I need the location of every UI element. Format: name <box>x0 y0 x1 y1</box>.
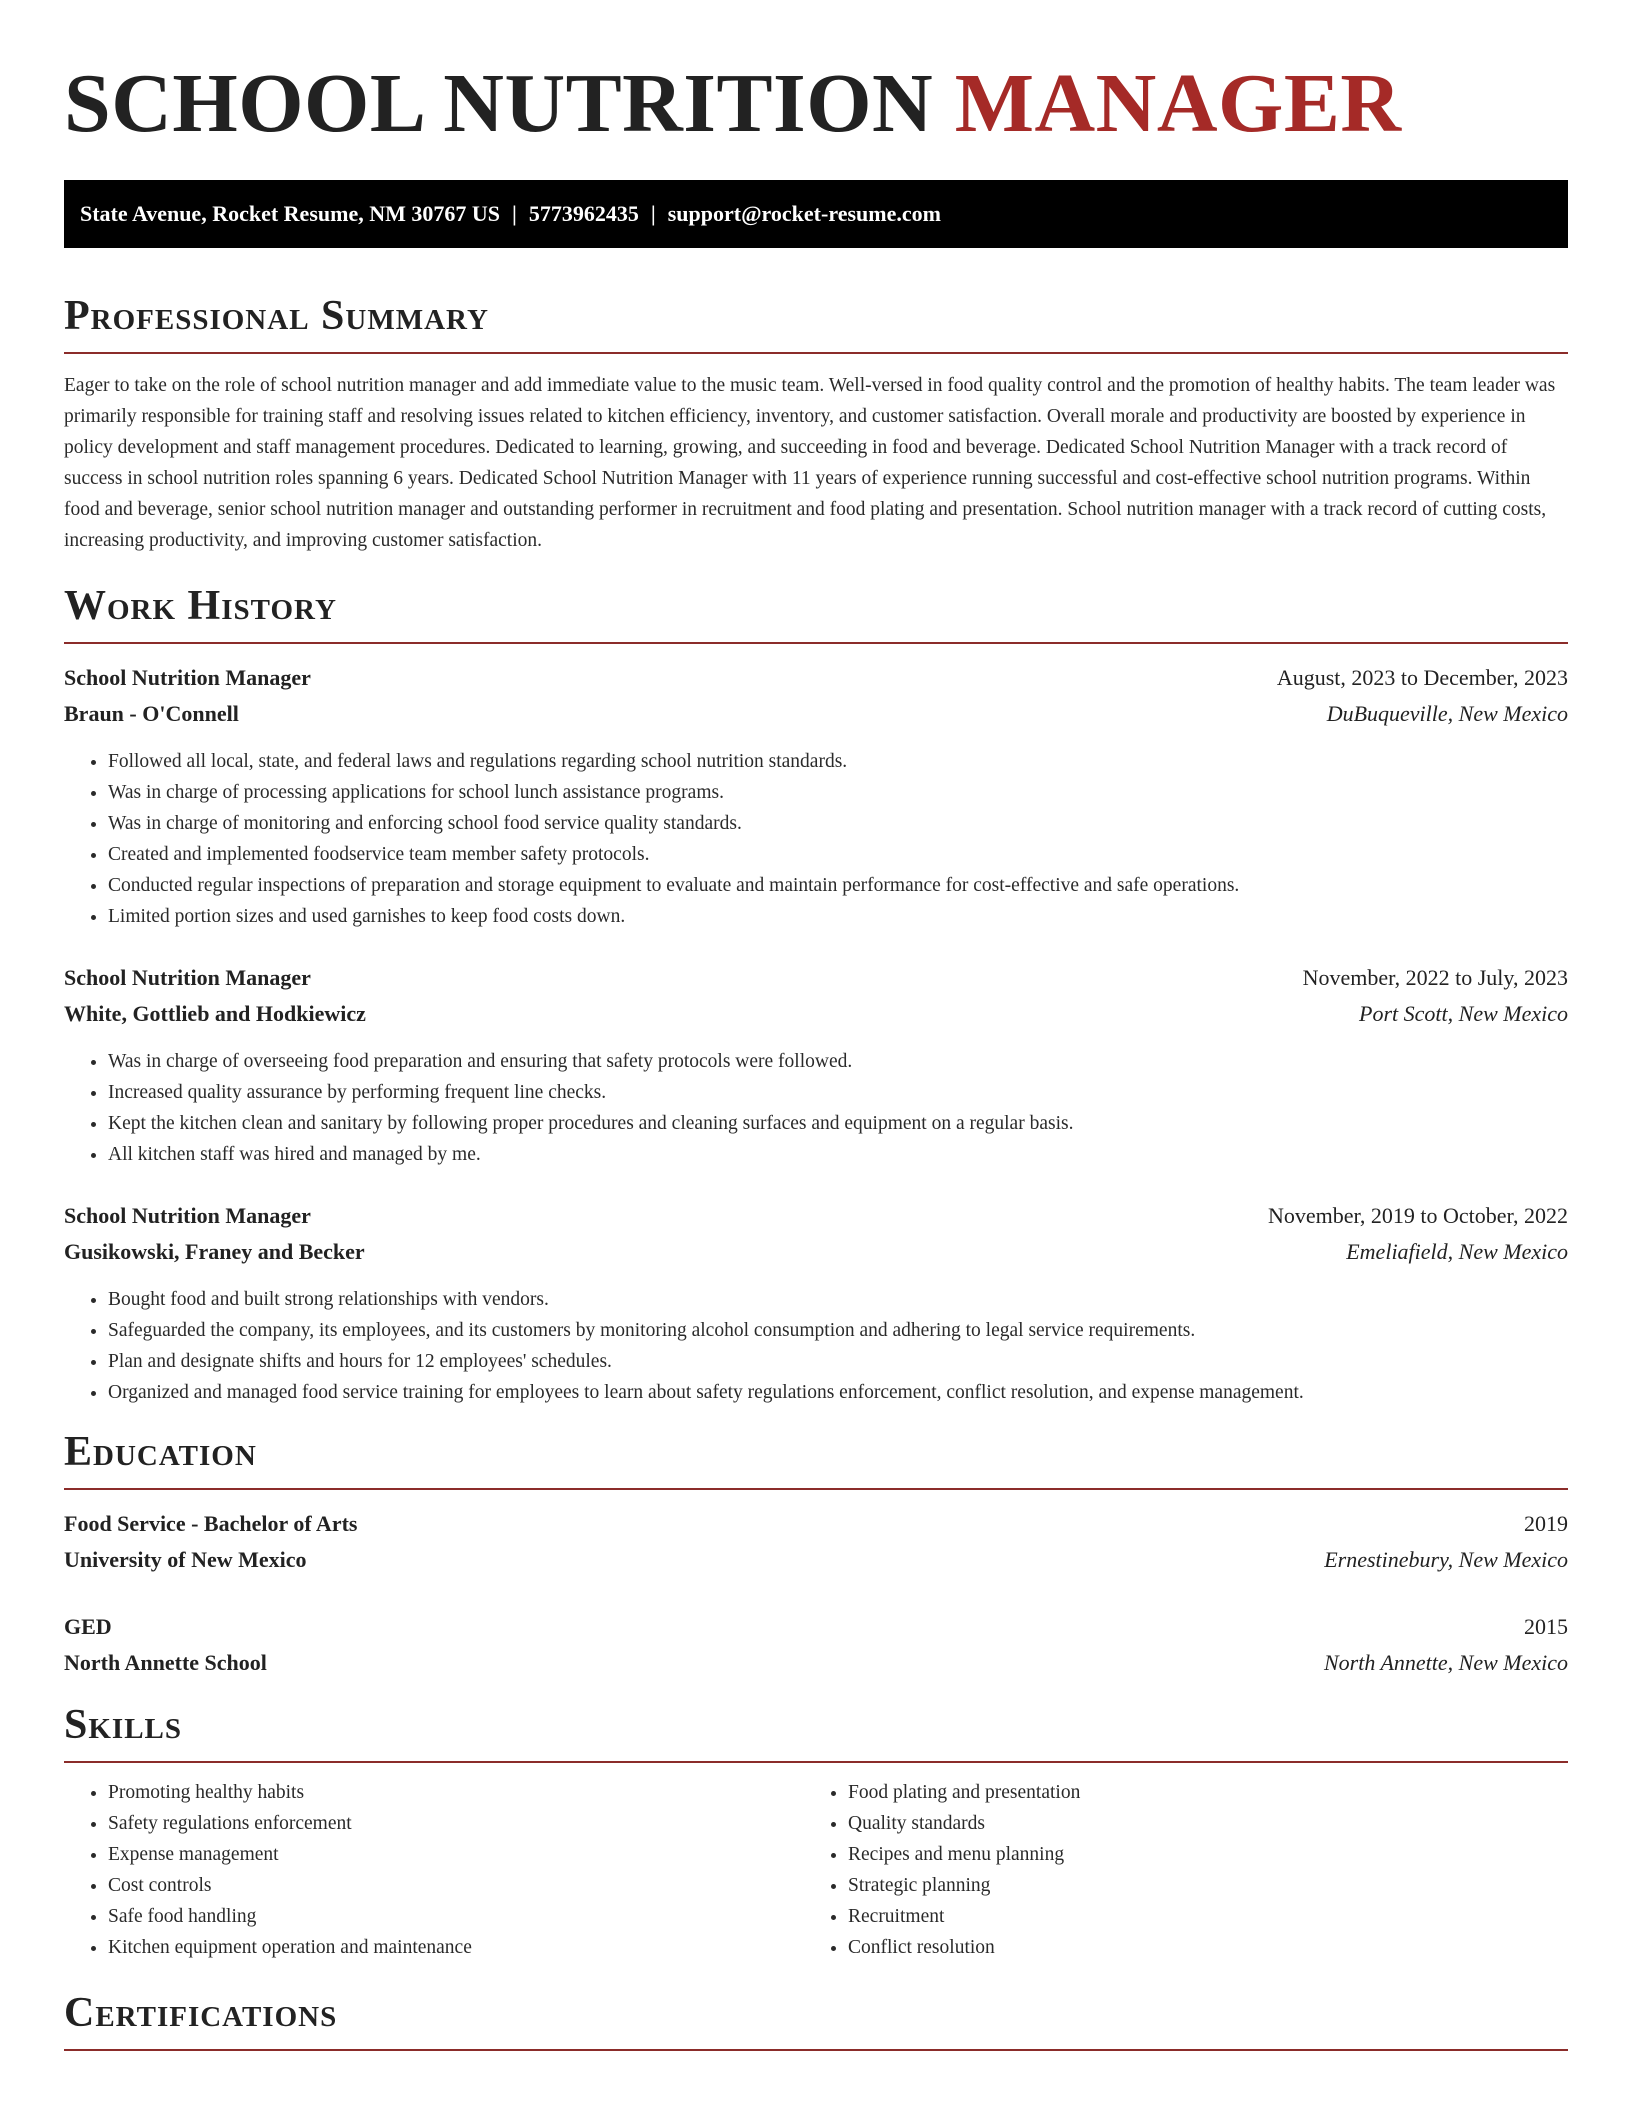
list-item: • All kitchen staff was hired and managed by me. <box>108 1139 1568 1170</box>
job-company: Gusikowski, Franey and Becker <box>64 1239 365 1264</box>
skills-title: Skills <box>64 1702 183 1748</box>
skill-item: • Expense management <box>108 1839 804 1870</box>
job-duties-list <box>64 746 1568 932</box>
education-year: 2019 <box>1524 1511 1568 1536</box>
list-item: • Bought food and built strong relationships with vendors. <box>108 1284 1568 1315</box>
job-header-row <box>64 660 1568 696</box>
job-role: School Nutrition Manager <box>64 965 311 990</box>
skill-item: • Safety regulations enforcement <box>108 1808 804 1839</box>
section-divider <box>64 2049 1568 2051</box>
skill-item: • Safe food handling <box>108 1901 804 1932</box>
job-dates: August, 2023 to December, 2023 <box>1276 665 1568 690</box>
job-role: School Nutrition Manager <box>64 1203 311 1228</box>
list-item: • Was in charge of processing applications for school lunch assistance programs. <box>108 777 1568 808</box>
education-degree: Food Service - Bachelor of Arts <box>64 1511 358 1536</box>
list-item: • Was in charge of monitoring and enforcing school food service quality standards. <box>108 808 1568 839</box>
education-header-row <box>64 1609 1568 1645</box>
education-school-row <box>64 1645 1568 1681</box>
skill-item: • Conflict resolution <box>848 1932 1544 1963</box>
section-divider <box>64 1488 1568 1490</box>
contact-separator: | <box>512 201 517 226</box>
education-school: North Annette School <box>64 1650 267 1675</box>
summary-section <box>64 292 1568 556</box>
job-dates: November, 2022 to July, 2023 <box>1302 965 1568 990</box>
job-entry <box>64 960 1568 1170</box>
job-duties-list <box>64 1284 1568 1408</box>
list-item: • Followed all local, state, and federal laws and regulations regarding school nutrition standards. <box>108 746 1568 777</box>
section-divider <box>64 642 1568 644</box>
education-school: University of New Mexico <box>64 1547 307 1572</box>
job-company-row <box>64 696 1568 732</box>
list-item: • Safeguarded the company, its employees, and its customers by monitoring alcohol consumption and adhering to legal service requirements. <box>108 1315 1568 1346</box>
skill-item: • Recruitment <box>848 1901 1544 1932</box>
name-last: MANAGER <box>954 57 1402 150</box>
list-item: • Organized and managed food service training for employees to learn about safety regulations enforcement, conflict resolution, and expense management. <box>108 1377 1568 1408</box>
skills-columns <box>64 1777 1568 1963</box>
education-section <box>64 1428 1568 1681</box>
skill-item: • Quality standards <box>848 1808 1544 1839</box>
skill-item: • Recipes and menu planning <box>848 1839 1544 1870</box>
job-company: White, Gottlieb and Hodkiewicz <box>64 1001 366 1026</box>
job-company-row <box>64 1234 1568 1270</box>
job-entry <box>64 1198 1568 1408</box>
education-location: North Annette, New Mexico <box>1324 1650 1568 1675</box>
job-header-row <box>64 960 1568 996</box>
list-item: • Limited portion sizes and used garnishes to keep food costs down. <box>108 901 1568 932</box>
skill-item: • Promoting healthy habits <box>108 1777 804 1808</box>
list-item: • Conducted regular inspections of preparation and storage equipment to evaluate and maintain performance for cost-effective and safe operations. <box>108 870 1568 901</box>
certifications-title: Certifications <box>64 1990 338 2036</box>
education-location: Ernestinebury, New Mexico <box>1324 1547 1568 1572</box>
job-duties-list <box>64 1046 1568 1170</box>
job-header-row <box>64 1198 1568 1234</box>
job-company-row <box>64 996 1568 1032</box>
skill-item: • Kitchen equipment operation and maintenance <box>108 1932 804 1963</box>
skills-list-left <box>64 1777 804 1963</box>
list-item: • Plan and designate shifts and hours for 12 employees' schedules. <box>108 1346 1568 1377</box>
resume-name-heading <box>64 0 1568 150</box>
education-school-row <box>64 1542 1568 1578</box>
work-history-section <box>64 582 1568 1408</box>
skill-item: • Cost controls <box>108 1870 804 1901</box>
certifications-section <box>64 1989 1568 2051</box>
education-entry <box>64 1506 1568 1578</box>
resume-page <box>64 0 1568 2051</box>
list-item: • Created and implemented foodservice team member safety protocols. <box>108 839 1568 870</box>
work-history-title: Work History <box>64 583 337 629</box>
name-first: SCHOOL NUTRITION <box>64 57 934 150</box>
contact-separator: | <box>650 201 656 226</box>
summary-text: Eager to take on the role of school nutrition manager and add immediate value to the music team. Well-versed in food quality control and the promotion of healthy habits. The team leader was primarily responsible for training staff and resolving issues related to kitchen efficiency, inventory, and customer satisfaction. Overall morale and productivity are boosted by experience in policy development and staff management procedures. Dedicated to learning, growing, and succeeding in food and beverage. Dedicated School Nutrition Manager with a track record of success in school nutrition roles spanning 6 years. Dedicated School Nutrition Manager with 11 years of experience running successful and cost-effective school nutrition programs. Within food and beverage, senior school nutrition manager and outstanding performer in recruitment and food plating and presentation. School nutrition manager with a track record of cutting costs, increasing productivity, and improving customer satisfaction. <box>64 375 1556 551</box>
job-entry <box>64 660 1568 932</box>
job-location: DuBuqueville, New Mexico <box>1326 701 1568 726</box>
contact-phone: 5773962435 <box>528 201 639 226</box>
contact-email: support@rocket-resume.com <box>667 201 941 226</box>
section-divider <box>64 352 1568 354</box>
job-dates: November, 2019 to October, 2022 <box>1267 1203 1568 1228</box>
job-location: Port Scott, New Mexico <box>1359 1001 1568 1026</box>
education-entry <box>64 1609 1568 1681</box>
list-item: • Kept the kitchen clean and sanitary by following proper procedures and cleaning surfaces and equipment on a regular basis. <box>108 1108 1568 1139</box>
education-header-row <box>64 1506 1568 1542</box>
skill-item: • Food plating and presentation <box>848 1777 1544 1808</box>
job-role: School Nutrition Manager <box>64 665 311 690</box>
contact-address: State Avenue, Rocket Resume, NM 30767 US <box>80 201 500 226</box>
education-title: Education <box>64 1429 257 1475</box>
summary-title: Professional Summary <box>64 293 489 339</box>
skills-list-right <box>804 1777 1544 1963</box>
skill-item: • Strategic planning <box>848 1870 1544 1901</box>
contact-bar <box>64 180 1568 248</box>
job-location: Emeliafield, New Mexico <box>1346 1239 1568 1264</box>
list-item: • Increased quality assurance by performing frequent line checks. <box>108 1077 1568 1108</box>
list-item: • Was in charge of overseeing food preparation and ensuring that safety protocols were followed. <box>108 1046 1568 1077</box>
education-degree: GED <box>64 1614 112 1639</box>
job-company: Braun - O'Connell <box>64 701 239 726</box>
section-divider <box>64 1761 1568 1763</box>
education-year: 2015 <box>1524 1614 1568 1639</box>
skills-section <box>64 1701 1568 1963</box>
